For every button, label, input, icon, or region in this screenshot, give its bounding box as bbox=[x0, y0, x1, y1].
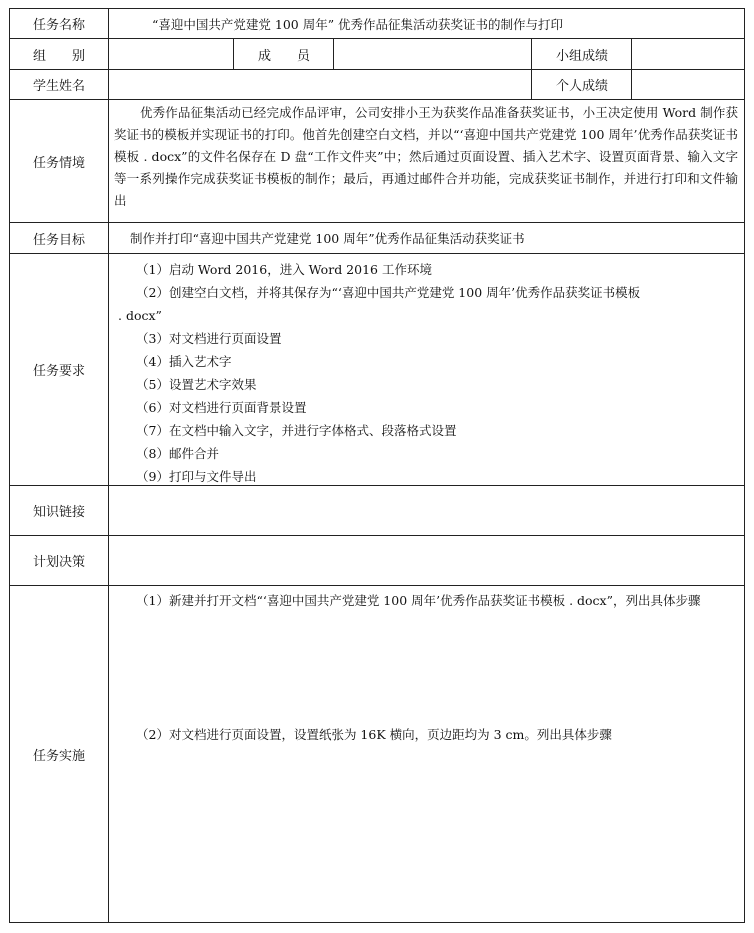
implementation-cell bbox=[108, 586, 744, 922]
requirement-item: （1）启动 Word 2016，进入 Word 2016 工作环境 bbox=[136, 262, 432, 277]
scenario-text: 优秀作品征集活动已经完成作品评审，公司安排小王为获奖作品准备获奖证书，小王决定使用 Word 制作获奖证书的模板并实现证书的打印。他首先创建空白文档，并以“‘喜迎中国共产党建党 100 周年’优秀作品获奖证书模板 . docx”的文件名保存在 D 盘“工作文件夹”中；然后通过页面设置、插入艺术字、设置页面背景、输入文字等一系列操作完成获奖证书模板的制作；最后，再通过邮件合并功能，完成获奖证书制作，并进行打印和文件输出 bbox=[114, 105, 738, 208]
plan-cell[interactable] bbox=[108, 536, 744, 585]
plan-label: 计划决策 bbox=[10, 536, 109, 585]
goal-text: 制作并打印“喜迎中国共产党建党 100 周年”优秀作品征集活动获奖证书 bbox=[130, 231, 525, 246]
member-label: 成 员 bbox=[257, 48, 310, 64]
scenario-label: 任务情境 bbox=[10, 100, 109, 222]
knowledge-row bbox=[9, 485, 745, 536]
task-name-row bbox=[9, 8, 745, 39]
student-name-value-cell[interactable] bbox=[108, 70, 531, 99]
task-name-value: “喜迎中国共产党建党 100 周年” 优秀作品征集活动获奖证书的制作与打印 bbox=[152, 16, 564, 32]
student-row bbox=[9, 69, 745, 100]
implementation-step-2: （2）对文档进行页面设置，设置纸张为 16K 横向，页边距均为 3 cm。列出具体步骤 bbox=[136, 727, 612, 742]
group-score-label-cell bbox=[531, 39, 632, 69]
member-label-cell bbox=[233, 39, 334, 69]
group-row bbox=[9, 38, 745, 70]
implementation-content bbox=[108, 586, 744, 746]
personal-score-label-cell bbox=[531, 70, 632, 99]
member-value-cell[interactable] bbox=[333, 39, 532, 69]
group-value-cell[interactable] bbox=[108, 39, 233, 69]
personal-score-label: 个人成绩 bbox=[555, 79, 608, 94]
task-name-label: 任务名称 bbox=[10, 9, 109, 38]
requirement-item: （6）对文档进行页面背景设置 bbox=[136, 400, 307, 415]
student-name-label: 学生姓名 bbox=[10, 70, 109, 99]
requirements-cell bbox=[108, 254, 744, 485]
requirement-item: （3）对文档进行页面设置 bbox=[136, 331, 282, 346]
knowledge-label: 知识链接 bbox=[10, 486, 109, 535]
requirements-list bbox=[108, 254, 744, 488]
goal-row bbox=[9, 222, 745, 254]
group-label: 组 别 bbox=[10, 39, 109, 69]
requirement-item: （4）插入艺术字 bbox=[136, 354, 232, 369]
group-score-label: 小组成绩 bbox=[555, 48, 608, 64]
plan-row bbox=[9, 535, 745, 586]
requirement-item: （2）创建空白文档，并将其保存为“‘喜迎中国共产党建党 100 周年’优秀作品获奖证书模板 bbox=[136, 285, 641, 300]
implementation-row bbox=[9, 585, 745, 923]
requirement-item: （9）打印与文件导出 bbox=[136, 469, 257, 484]
goal-label: 任务目标 bbox=[10, 223, 109, 253]
requirement-item: （5）设置艺术字效果 bbox=[136, 377, 257, 392]
implementation-step-1: （1）新建并打开文档“‘喜迎中国共产党建党 100 周年’优秀作品获奖证书模板 . docx”，列出具体步骤 bbox=[136, 593, 701, 608]
personal-score-value-cell[interactable] bbox=[631, 70, 744, 99]
implementation-label: 任务实施 bbox=[10, 586, 109, 922]
scenario-cell bbox=[108, 100, 744, 222]
requirement-item-continuation: . docx” bbox=[118, 308, 162, 323]
knowledge-cell[interactable] bbox=[108, 486, 744, 535]
requirement-item: （8）邮件合并 bbox=[136, 446, 219, 461]
scenario-row bbox=[9, 99, 745, 223]
group-score-value-cell[interactable] bbox=[631, 39, 744, 69]
requirements-row bbox=[9, 253, 745, 486]
requirement-item: （7）在文档中输入文字，并进行字体格式、段落格式设置 bbox=[136, 423, 457, 438]
requirements-label: 任务要求 bbox=[10, 254, 109, 485]
